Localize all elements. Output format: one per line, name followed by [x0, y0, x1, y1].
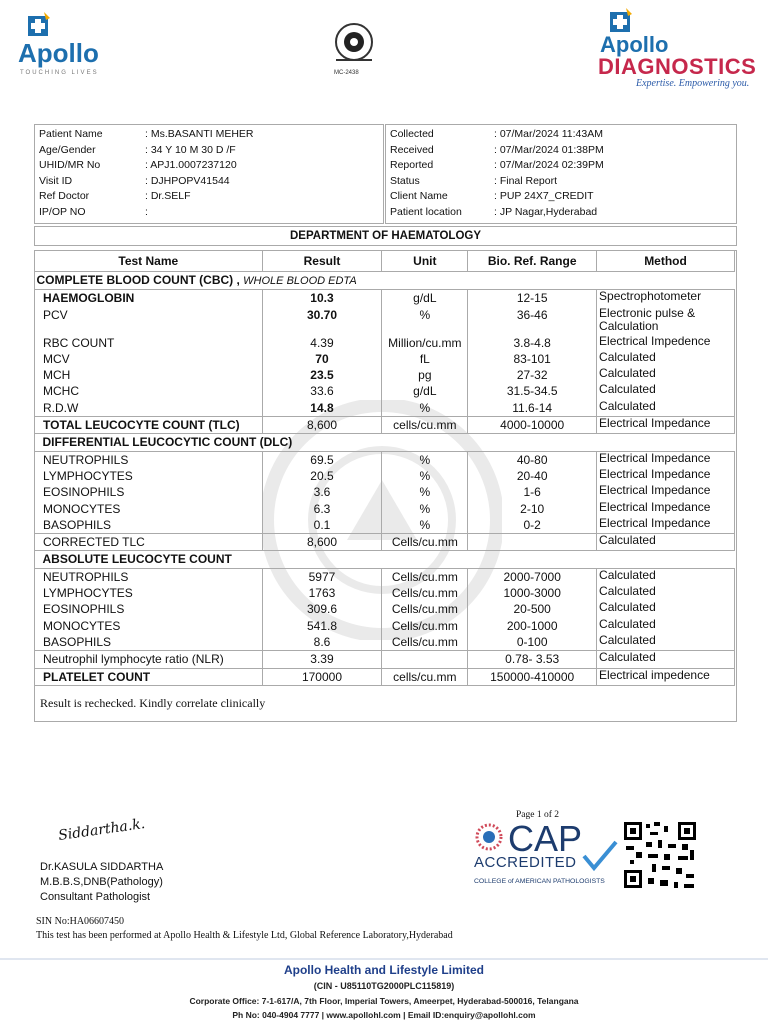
test-unit: %: [382, 451, 468, 468]
footer-office: Corporate Office: 7-1-617/A, 7th Floor, Imperial Towers, Ameerpet, Hyderabad-500016, Telangana: [189, 996, 579, 1006]
test-range: 36-46: [468, 307, 597, 335]
patient-label: IP/OP NO: [39, 206, 86, 218]
test-unit: %: [382, 517, 468, 534]
test-unit: Cells/cu.mm: [382, 568, 468, 585]
test-method: Calculated: [597, 383, 735, 399]
test-unit: [382, 651, 468, 668]
test-name: RBC COUNT: [35, 335, 263, 351]
table-row: [35, 501, 735, 517]
table-row: [35, 601, 735, 617]
patient-label: Ref Doctor: [39, 190, 90, 202]
test-name: EOSINOPHILS: [35, 484, 263, 500]
table-row: [35, 534, 735, 551]
test-range: 83-101: [468, 351, 597, 367]
patient-label: UHID/MR No: [39, 159, 101, 171]
test-result: 33.6: [262, 383, 382, 399]
accredited-text: ACCREDITED: [474, 854, 577, 871]
test-unit: pg: [382, 367, 468, 383]
sample-value: : 07/Mar/2024 01:38PM: [494, 144, 604, 156]
result-note: Result is rechecked. Kindly correlate clinically: [40, 696, 266, 710]
sample-label: Received: [390, 144, 434, 156]
test-unit: %: [382, 307, 468, 335]
col-range: Bio. Ref. Range: [468, 251, 597, 272]
test-unit: g/dL: [382, 290, 468, 307]
test-unit: %: [382, 400, 468, 417]
sample-value: : JP Nagar,Hyderabad: [494, 206, 598, 218]
sample-info-box: [385, 124, 737, 224]
test-method: Calculated: [597, 585, 735, 601]
test-range: [468, 534, 597, 551]
table-row: [35, 484, 735, 500]
table-row: [35, 468, 735, 484]
table-row: [35, 618, 735, 634]
test-unit: Cells/cu.mm: [382, 534, 468, 551]
section-alc: [35, 551, 735, 568]
col-result: Result: [262, 251, 382, 272]
cap-accredited-logo: [474, 818, 616, 892]
test-result: 541.8: [262, 618, 382, 634]
test-unit: %: [382, 484, 468, 500]
signature-scribble: Siddartha.k.: [57, 815, 147, 845]
test-unit: cells/cu.mm: [382, 668, 468, 685]
footer-divider: [0, 958, 768, 960]
cap-text: CAP: [508, 818, 583, 859]
test-result: 3.39: [262, 651, 382, 668]
test-method: Calculated: [597, 400, 735, 417]
test-name: NEUTROPHILS: [35, 451, 263, 468]
test-method: Electrical Impedence: [597, 335, 735, 351]
test-range: 0-100: [468, 634, 597, 651]
performed-at: This test has been performed at Apollo Health & Lifestyle Ltd, Global Reference Laboratory,Hyderabad: [36, 930, 453, 941]
test-range: 0-2: [468, 517, 597, 534]
test-name: TOTAL LEUCOCYTE COUNT (TLC): [35, 417, 263, 434]
test-result: 4.39: [262, 335, 382, 351]
test-result: 170000: [262, 668, 382, 685]
test-name: LYMPHOCYTES: [35, 468, 263, 484]
test-range: 2000-7000: [468, 568, 597, 585]
test-method: Calculated: [597, 367, 735, 383]
test-name: MCHC: [35, 383, 263, 399]
sample-value: : 07/Mar/2024 02:39PM: [494, 159, 604, 171]
table-row: [35, 517, 735, 534]
test-unit: Cells/cu.mm: [382, 634, 468, 651]
test-unit: Cells/cu.mm: [382, 618, 468, 634]
test-method: Spectrophotometer: [597, 290, 735, 307]
apollo-logo-left: [18, 10, 108, 82]
diagnostics-wordmark: DIAGNOSTICS: [598, 54, 757, 79]
table-row: [35, 651, 735, 668]
test-method: Calculated: [597, 568, 735, 585]
table-row: [35, 307, 735, 335]
checkmark-icon: [582, 840, 618, 872]
tagline: TOUCHING LIVES: [20, 70, 99, 76]
sample-label: Status: [390, 175, 420, 187]
dlc-title: DIFFERENTIAL LEUCOCYTIC COUNT (DLC): [35, 434, 735, 451]
nabl-seal-icon: [326, 20, 382, 68]
sin-number: SIN No:HA06607450: [36, 916, 125, 927]
test-method: Electrical Impedance: [597, 484, 735, 500]
test-result: 3.6: [262, 484, 382, 500]
test-range: 4000-10000: [468, 417, 597, 434]
test-unit: Million/cu.mm: [382, 335, 468, 351]
alc-title: ABSOLUTE LEUCOCYTE COUNT: [35, 551, 735, 568]
test-result: 309.6: [262, 601, 382, 617]
test-range: 27-32: [468, 367, 597, 383]
test-name: MCH: [35, 367, 263, 383]
test-range: 150000-410000: [468, 668, 597, 685]
seal-code: MC-2438: [334, 70, 359, 76]
test-range: 1000-3000: [468, 585, 597, 601]
test-name: EOSINOPHILS: [35, 601, 263, 617]
apollo-wordmark: Apollo: [600, 32, 669, 57]
test-unit: %: [382, 501, 468, 517]
table-row: [35, 668, 735, 685]
test-name: MONOCYTES: [35, 501, 263, 517]
test-method: Calculated: [597, 634, 735, 651]
sin-block: [36, 915, 453, 943]
test-result: 14.8: [262, 400, 382, 417]
apollo-wordmark: Apollo: [18, 38, 99, 68]
test-range: 0.78- 3.53: [468, 651, 597, 668]
patient-label: Age/Gender: [39, 144, 96, 156]
test-method: Electrical Impedance: [597, 517, 735, 534]
test-result: 8,600: [262, 534, 382, 551]
cap-dots-icon: [474, 822, 504, 852]
patient-label: Patient Name: [39, 128, 103, 140]
test-result: 20.5: [262, 468, 382, 484]
test-unit: g/dL: [382, 383, 468, 399]
test-range: 11.6-14: [468, 400, 597, 417]
test-method: Electrical Impedance: [597, 468, 735, 484]
test-name: BASOPHILS: [35, 634, 263, 651]
patient-value: : 34 Y 10 M 30 D /F: [145, 144, 236, 156]
sample-value: : 07/Mar/2024 11:43AM: [494, 128, 603, 140]
test-name: R.D.W: [35, 400, 263, 417]
test-method: Electrical Impedance: [597, 451, 735, 468]
test-method: Electronic pulse & Calculation: [597, 307, 735, 335]
table-row: [35, 290, 735, 307]
tagline: Expertise. Empowering you.: [636, 78, 750, 89]
sample-label: Client Name: [390, 190, 448, 202]
department-title: DEPARTMENT OF HAEMATOLOGY: [34, 226, 737, 246]
test-method: Calculated: [597, 618, 735, 634]
test-result: 6.3: [262, 501, 382, 517]
results-table: [34, 250, 735, 686]
test-name: LYMPHOCYTES: [35, 585, 263, 601]
patient-value: : Dr.SELF: [145, 190, 191, 202]
footer-cin: (CIN - U85110TG2000PLC115819): [313, 981, 455, 991]
sample-value: : Final Report: [494, 175, 558, 187]
table-row: [35, 383, 735, 399]
test-result: 0.1: [262, 517, 382, 534]
test-unit: Cells/cu.mm: [382, 601, 468, 617]
col-test-name: Test Name: [35, 251, 263, 272]
patient-info-box: [34, 124, 384, 224]
test-name: Neutrophil lymphocyte ratio (NLR): [35, 651, 263, 668]
test-method: Electrical Impedance: [597, 417, 735, 434]
section-dlc: [35, 434, 735, 451]
patient-label: Visit ID: [39, 175, 73, 187]
test-method: Calculated: [597, 534, 735, 551]
sample-value: : PUP 24X7_CREDIT: [494, 190, 594, 202]
test-result: 23.5: [262, 367, 382, 383]
table-row: [35, 585, 735, 601]
test-range: 3.8-4.8: [468, 335, 597, 351]
table-row: [35, 568, 735, 585]
test-unit: cells/cu.mm: [382, 417, 468, 434]
test-method: Calculated: [597, 601, 735, 617]
table-row: [35, 335, 735, 351]
patient-value: : Ms.BASANTI MEHER: [145, 128, 254, 140]
doctor-name: Dr.KASULA SIDDARTHA: [40, 861, 164, 873]
test-range: 40-80: [468, 451, 597, 468]
test-method: Calculated: [597, 651, 735, 668]
sample-label: Patient location: [390, 206, 462, 218]
test-name: PLATELET COUNT: [35, 668, 263, 685]
table-row: [35, 400, 735, 417]
test-result: 5977: [262, 568, 382, 585]
table-row: [35, 417, 735, 434]
table-row: [35, 634, 735, 651]
test-result: 8,600: [262, 417, 382, 434]
footer-contact: Ph No: 040-4904 7777 | www.apollohl.com | Email ID:enquiry@apollohl.com: [232, 1010, 536, 1020]
test-result: 10.3: [262, 290, 382, 307]
patient-value: : DJHPOPV41544: [145, 175, 230, 187]
footer-company: Apollo Health and Lifestyle Limited: [283, 963, 485, 977]
test-range: 20-500: [468, 601, 597, 617]
test-unit: fL: [382, 351, 468, 367]
test-name: MONOCYTES: [35, 618, 263, 634]
signature-block: [40, 860, 163, 905]
apollo-cross-icon: [24, 10, 52, 40]
test-unit: Cells/cu.mm: [382, 585, 468, 601]
table-header: [35, 251, 735, 272]
test-result: 30.70: [262, 307, 382, 335]
college-text: COLLEGE of AMERICAN PATHOLOGISTS: [474, 878, 605, 885]
test-unit: %: [382, 468, 468, 484]
test-method: Electrical Impedance: [597, 501, 735, 517]
test-method: Electrical impedence: [597, 668, 735, 685]
test-result: 8.6: [262, 634, 382, 651]
test-range: 1-6: [468, 484, 597, 500]
test-range: 31.5-34.5: [468, 383, 597, 399]
doctor-title: Consultant Pathologist: [40, 891, 151, 903]
col-unit: Unit: [382, 251, 468, 272]
cbc-title: COMPLETE BLOOD COUNT (CBC) ,: [36, 273, 240, 287]
test-range: 200-1000: [468, 618, 597, 634]
sample-label: Collected: [390, 128, 434, 140]
table-row: [35, 451, 735, 468]
doctor-degree: M.B.B.S,DNB(Pathology): [40, 876, 163, 888]
test-name: PCV: [35, 307, 263, 335]
test-name: BASOPHILS: [35, 517, 263, 534]
test-range: 12-15: [468, 290, 597, 307]
test-name: MCV: [35, 351, 263, 367]
apollo-diagnostics-logo: [596, 6, 756, 90]
test-result: 69.5: [262, 451, 382, 468]
qr-code-icon: [622, 820, 698, 890]
test-result: 1763: [262, 585, 382, 601]
test-range: 20-40: [468, 468, 597, 484]
patient-value: : APJ1.0007237120: [145, 159, 237, 171]
test-method: Calculated: [597, 351, 735, 367]
cbc-specimen: WHOLE BLOOD EDTA: [243, 275, 357, 287]
col-method: Method: [597, 251, 735, 272]
test-name: CORRECTED TLC: [35, 534, 263, 551]
patient-value: :: [145, 206, 148, 218]
test-result: 70: [262, 351, 382, 367]
test-range: 2-10: [468, 501, 597, 517]
page-number: Page 1 of 2: [516, 810, 560, 820]
table-row: [35, 351, 735, 367]
sample-label: Reported: [390, 159, 434, 171]
test-name: NEUTROPHILS: [35, 568, 263, 585]
table-row: [35, 367, 735, 383]
section-cbc: [35, 272, 735, 290]
test-name: HAEMOGLOBIN: [35, 290, 263, 307]
